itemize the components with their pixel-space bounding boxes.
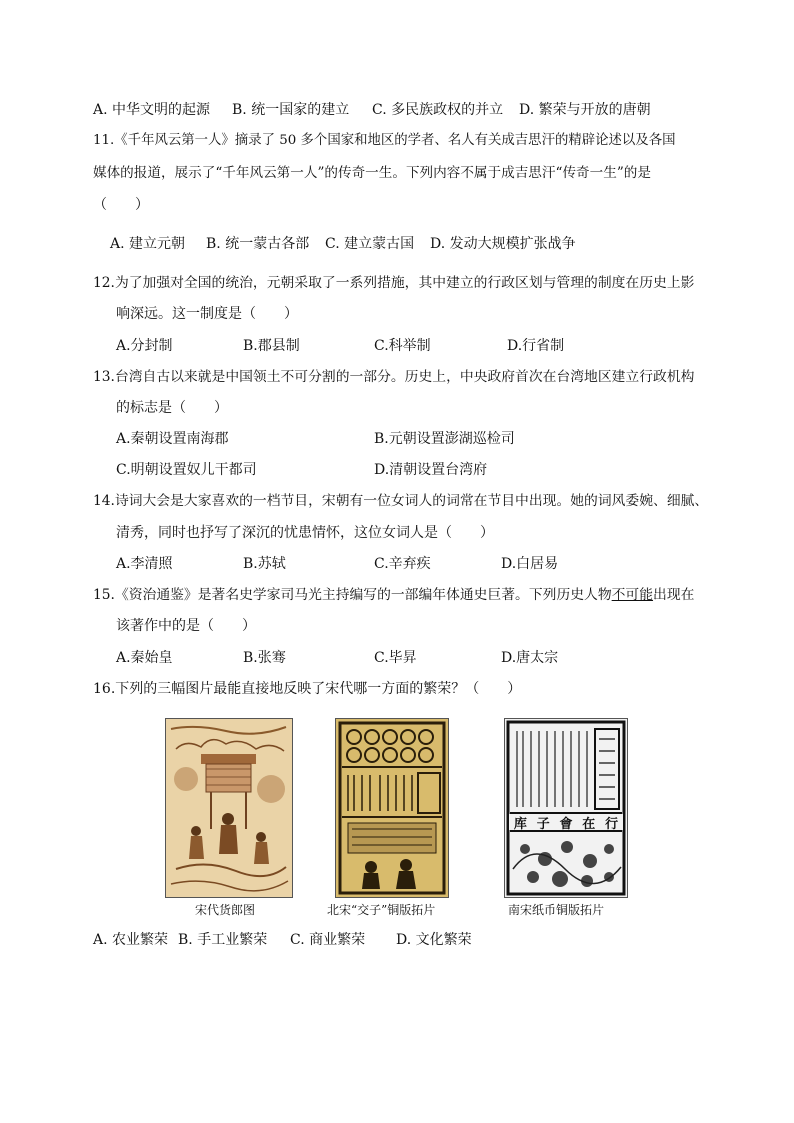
q11-stem-line3: （ ） <box>93 197 149 213</box>
q11-option-b: B. 统一蒙古各部 <box>206 236 310 252</box>
q12-option-d: D.行省制 <box>507 338 565 354</box>
q13-option-a: A.秦朝设置南海郡 <box>116 431 229 447</box>
q15-option-a: A.秦始皇 <box>116 650 173 666</box>
q11-option-d: D. 发动大规模扩张战争 <box>430 236 576 252</box>
q14-option-d: D.白居易 <box>501 556 559 572</box>
q13-stem-line1: 13.台湾自古以来就是中国领土不可分割的一部分。历史上，中央政府首次在台湾地区建立行政机构 <box>93 369 695 385</box>
note-char-1: 库 <box>513 816 527 832</box>
note-char-5: 行 <box>605 816 619 832</box>
q16-option-a: A. 农业繁荣 <box>93 932 169 948</box>
q12-option-b: B.郡县制 <box>243 338 300 354</box>
q13-option-d: D.清朝设置台湾府 <box>374 462 488 478</box>
q14-option-b: B.苏轼 <box>243 556 286 572</box>
q15-stem-line2: 该著作中的是（ ） <box>116 618 256 634</box>
q12-option-c: C.科举制 <box>374 338 431 354</box>
caption-southern-note: 南宋纸币铜版拓片 <box>508 903 605 917</box>
q10-option-c: C. 多民族政权的并立 <box>372 102 504 118</box>
q14-stem-line2: 清秀，同时也抒写了深沉的忧患情怀，这位女词人是（ ） <box>116 525 494 541</box>
q10-option-d: D. 繁荣与开放的唐朝 <box>519 102 651 118</box>
q16-stem: 16.下列的三幅图片最能直接地反映了宋代哪一方面的繁荣？（ ） <box>93 681 522 697</box>
note-char-2: 子 <box>536 816 550 832</box>
q16-option-b: B. 手工业繁荣 <box>178 932 268 948</box>
q11-option-c: C. 建立蒙古国 <box>325 236 415 252</box>
q13-stem-line2: 的标志是（ ） <box>116 400 228 416</box>
q13-option-b: B.元朝设置澎湖巡检司 <box>374 431 515 447</box>
southern-song-note-rubbing <box>504 718 628 898</box>
note-banner <box>509 814 623 830</box>
q11-stem-line2: 媒体的报道，展示了“千年风云第一人”的传奇一生。下列内容不属于成吉思汗“传奇一生”的是 <box>93 165 651 181</box>
q15-stem-line1 <box>93 585 694 605</box>
caption-peddler: 宋代货郎图 <box>195 903 256 917</box>
q13-option-c: C.明朝设置奴儿干都司 <box>116 462 257 478</box>
q16-option-c: C. 商业繁荣 <box>290 932 366 948</box>
q12-stem-line2: 响深远。这一制度是（ ） <box>116 306 298 322</box>
q15-stem-underlined: 不可能 <box>611 587 654 603</box>
q12-stem-line1: 12.为了加强对全国的统治，元朝采取了一系列措施，其中建立的行政区划与管理的制度在历史上影 <box>93 275 695 291</box>
note-char-4: 在 <box>582 816 596 832</box>
song-peddler-painting <box>165 718 293 898</box>
q12-option-a: A.分封制 <box>116 338 173 354</box>
q16-option-d: D. 文化繁荣 <box>396 932 472 948</box>
q15-stem-pre: 15.《资治通鉴》是著名史学家司马光主持编写的一部编年体通史巨著。下列历史人物 <box>93 587 612 603</box>
q14-option-a: A.李清照 <box>116 556 173 572</box>
note-char-3: 會 <box>559 816 573 832</box>
q11-stem-line1: 11.《千年风云第一人》摘录了 50 多个国家和地区的学者、名人有关成吉思汗的精辟论述以及各国 <box>93 133 676 148</box>
q15-option-b: B.张骞 <box>243 650 286 666</box>
q15-stem-post: 出现在 <box>653 587 695 603</box>
q11-option-a: A. 建立元朝 <box>110 236 186 252</box>
q15-option-d: D.唐太宗 <box>501 650 559 666</box>
q10-option-a: A. 中华文明的起源 <box>93 102 211 118</box>
caption-jiaozi: 北宋“交子”铜版拓片 <box>327 903 436 917</box>
jiaozi-plate-rubbing <box>335 718 449 898</box>
q10-option-b: B. 统一国家的建立 <box>232 102 350 118</box>
q14-option-c: C.辛弃疾 <box>374 556 431 572</box>
q14-stem-line1: 14.诗词大会是大家喜欢的一档节目，宋朝有一位女词人的词常在节目中出现。她的词风委婉、细腻、 <box>93 493 709 509</box>
q15-option-c: C.毕昇 <box>374 650 417 666</box>
